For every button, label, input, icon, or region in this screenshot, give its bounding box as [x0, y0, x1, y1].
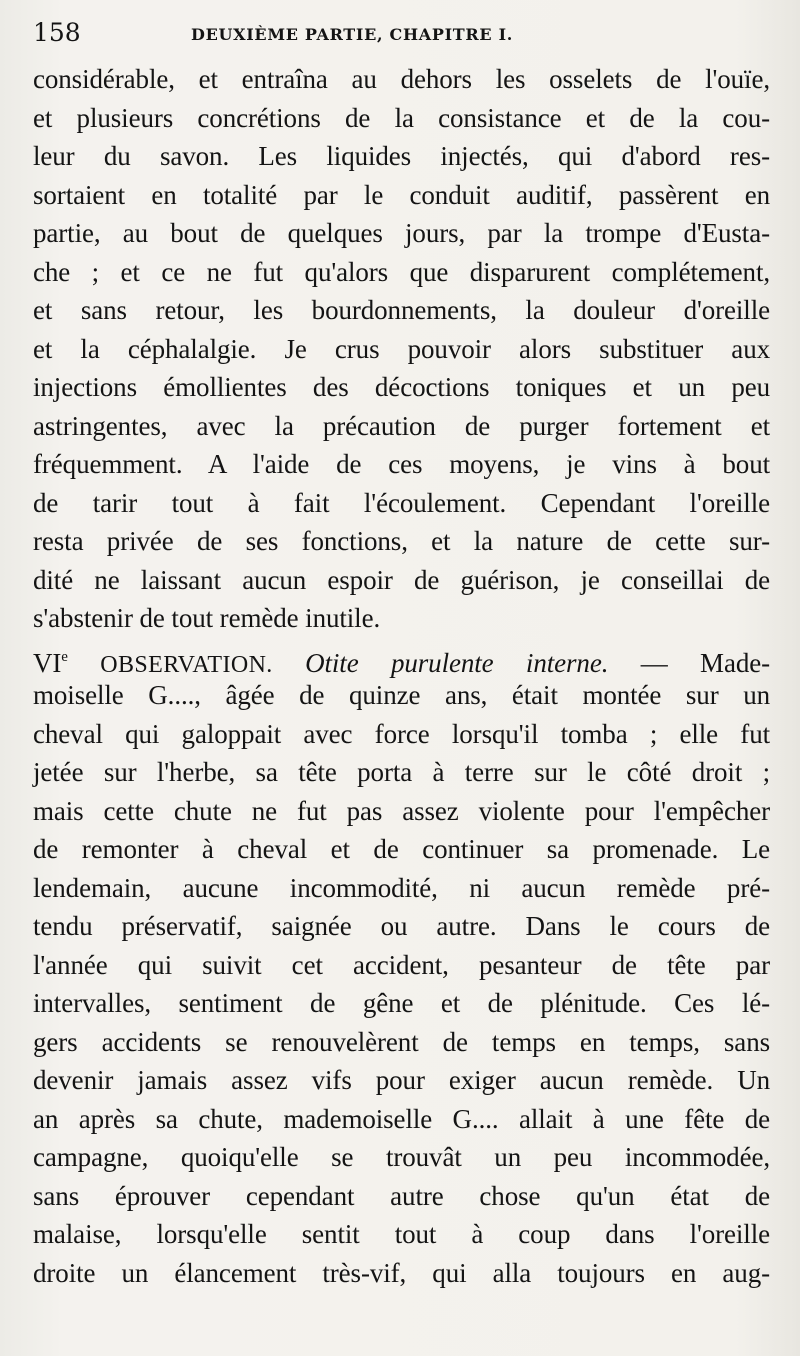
observation-label: OBSERVATION.	[100, 651, 273, 678]
text-line: resta privée de ses fonctions, et la nature de cette sur-	[33, 526, 770, 556]
text-line: l'année qui suivit cet accident, pesanteur de tête par	[33, 949, 770, 980]
text-line: jetée sur l'herbe, sa tête porta à terre sur le côté droit ;	[33, 757, 770, 787]
text-line: et plusieurs concrétions de la consistance et de la cou-	[33, 102, 770, 133]
paragraph-1	[33, 60, 770, 638]
text-line: dité ne laissant aucun espoir de guérison, je conseillai de	[33, 564, 770, 595]
body-text	[33, 60, 770, 1292]
text-line: considérable, et entraîna au dehors les osselets de l'ouïe,	[33, 64, 770, 94]
observation-numeral-sup: e	[61, 648, 68, 665]
text-line: de remonter à cheval et de continuer sa promenade. Le	[33, 834, 770, 864]
text-line: cheval qui galoppait avec force lorsqu'il tomba ; elle fut	[33, 718, 770, 749]
text-line: gers accidents se renouvelèrent de temps en temps, sans	[33, 1026, 770, 1057]
observation-numeral: VI	[33, 647, 62, 678]
text-line: tendu préservatif, saignée ou autre. Dans le cours de	[33, 911, 770, 941]
observation-first-line-rest: — Made-	[640, 647, 771, 678]
text-line: an après sa chute, mademoiselle G.... allait à une fête de	[33, 1103, 770, 1134]
text-line: partie, au bout de quelques jours, par la trompe d'Eusta-	[33, 218, 770, 248]
text-line: sortaient en totalité par le conduit auditif, passèrent en	[33, 179, 770, 210]
text-line: et sans retour, les bourdonnements, la douleur d'oreille	[33, 295, 770, 325]
text-line: et la céphalalgie. Je crus pouvoir alors substituer aux	[33, 333, 770, 364]
paragraph-2	[33, 676, 770, 1292]
text-line: leur du savon. Les liquides injectés, qui d'abord res-	[33, 141, 770, 171]
text-line: che ; et ce ne fut qu'alors que disparurent complétement,	[33, 256, 770, 287]
running-head	[33, 14, 770, 60]
text-line: moiselle G...., âgée de quinze ans, était montée sur un	[33, 680, 770, 710]
observation-heading-line	[33, 638, 770, 677]
page-number: 158	[33, 18, 81, 47]
running-head-title: DEUXIÈME PARTIE, CHAPITRE I.	[191, 25, 514, 44]
text-line: mais cette chute ne fut pas assez violente pour l'empêcher	[33, 795, 770, 826]
text-line: s'abstenir de tout remède inutile.	[33, 603, 381, 633]
text-line: malaise, lorsqu'elle sentit tout à coup dans l'oreille	[33, 1219, 770, 1249]
text-line: intervalles, sentiment de gêne et de plénitude. Ces lé-	[33, 988, 770, 1018]
text-line: astringentes, avec la précaution de purger fortement et	[33, 410, 770, 441]
text-line: devenir jamais assez vifs pour exiger aucun remède. Un	[33, 1065, 770, 1095]
text-line: injections émollientes des décoctions toniques et un peu	[33, 372, 770, 402]
text-line: sans éprouver cependant autre chose qu'un état de	[33, 1180, 770, 1211]
text-line: lendemain, aucune incommodité, ni aucun remède pré-	[33, 872, 770, 903]
text-line: campagne, quoiqu'elle se trouvât un peu incommodée,	[33, 1142, 770, 1172]
text-line: de tarir tout à fait l'écoulement. Cependant l'oreille	[33, 487, 770, 518]
text-line: droite un élancement très-vif, qui alla toujours en aug-	[33, 1257, 770, 1288]
observation-title: Otite purulente interne.	[305, 647, 609, 678]
text-line: fréquemment. A l'aide de ces moyens, je vins à bout	[33, 449, 770, 479]
